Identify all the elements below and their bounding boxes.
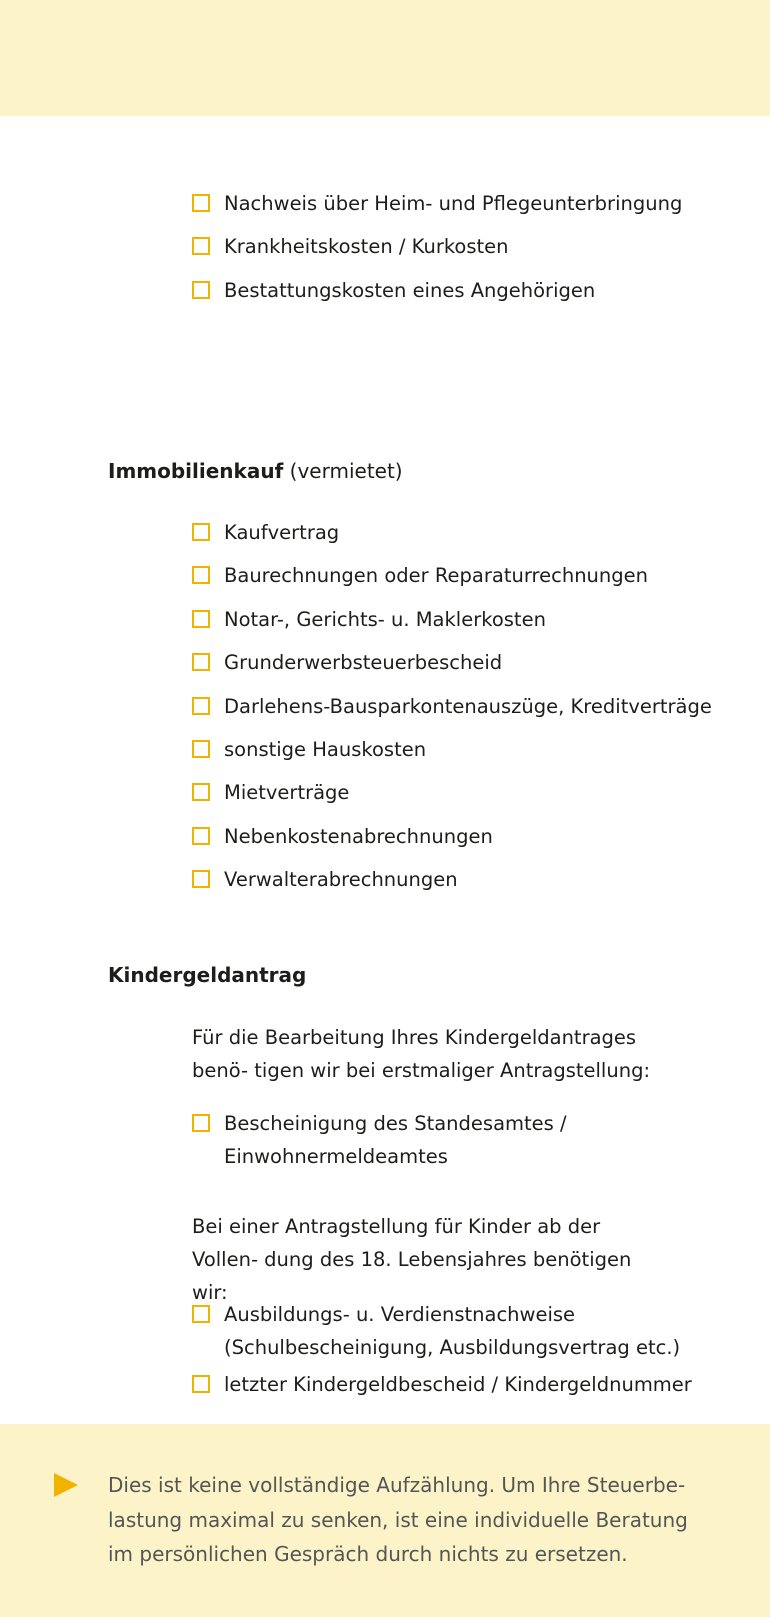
checklist-item: letzter Kindergeldbescheid / Kindergeldnummer — [192, 1368, 704, 1401]
checklist-item: sonstige Hauskosten — [192, 733, 712, 766]
checklist-item: Grunderwerbsteuerbescheid — [192, 646, 712, 679]
checkbox[interactable] — [192, 523, 210, 541]
checklist-item: Krankheitskosten / Kurkosten — [192, 230, 682, 263]
child-checklist-second — [192, 1298, 704, 1411]
checklist-item: Baurechnungen oder Reparaturrechnungen — [192, 559, 712, 592]
checkbox[interactable] — [192, 870, 210, 888]
checklist-item: Bestattungskosten eines Angehörigen — [192, 274, 682, 307]
checkbox[interactable] — [192, 653, 210, 671]
checklist-item: Bescheinigung des Standesamtes / Einwohnermeldeamtes — [192, 1107, 604, 1173]
checkbox[interactable] — [192, 1375, 210, 1393]
checkbox[interactable] — [192, 1305, 210, 1323]
checklist-item: Nachweis über Heim- und Pflegeunterbringung — [192, 187, 682, 220]
checklist-item: Verwalterabrechnungen — [192, 863, 712, 896]
child-benefit-heading: Kindergeldantrag — [108, 963, 307, 987]
checkbox[interactable] — [192, 566, 210, 584]
checklist-item: Darlehens-Bausparkontenauszüge, Kreditverträge — [192, 690, 712, 723]
checkbox[interactable] — [192, 783, 210, 801]
disclaimer-note: Dies ist keine vollständige Aufzählung. Um Ihre Steuerbe- lastung maximal zu senken, ist eine individuelle Beratung im persönlichen Gespräch durch nichts zu ersetzen. — [108, 1473, 688, 1566]
child-checklist-first — [192, 1107, 604, 1183]
checkbox[interactable] — [192, 1114, 210, 1132]
checkbox[interactable] — [192, 697, 210, 715]
property-checklist — [192, 516, 712, 907]
checklist-item: Notar-, Gerichts- u. Maklerkosten — [192, 603, 712, 636]
checklist-item: Nebenkostenabrechnungen — [192, 820, 712, 853]
checkbox[interactable] — [192, 281, 210, 299]
checklist-item: Mietverträge — [192, 776, 712, 809]
medical-checklist — [192, 187, 682, 317]
child-intro-text: Für die Bearbeitung Ihres Kindergeldantrages benö- tigen wir bei erstmaliger Antragstellung: — [192, 1026, 651, 1082]
checkbox[interactable] — [192, 740, 210, 758]
top-band — [0, 0, 770, 116]
checklist-item: Ausbildungs- u. Verdienstnachweise (Schulbescheinigung, Ausbildungsvertrag etc.) — [192, 1298, 704, 1364]
arrow-right-icon — [54, 1473, 78, 1497]
checkbox[interactable] — [192, 237, 210, 255]
checkbox[interactable] — [192, 827, 210, 845]
property-heading: Immobilienkauf (vermietet) — [108, 459, 403, 483]
checklist-item: Kaufvertrag — [192, 516, 712, 549]
child-intro2-text: Bei einer Antragstellung für Kinder ab der Vollen- dung des 18. Lebensjahres benötigen wir: — [192, 1215, 632, 1304]
checkbox[interactable] — [192, 194, 210, 212]
checkbox[interactable] — [192, 610, 210, 628]
